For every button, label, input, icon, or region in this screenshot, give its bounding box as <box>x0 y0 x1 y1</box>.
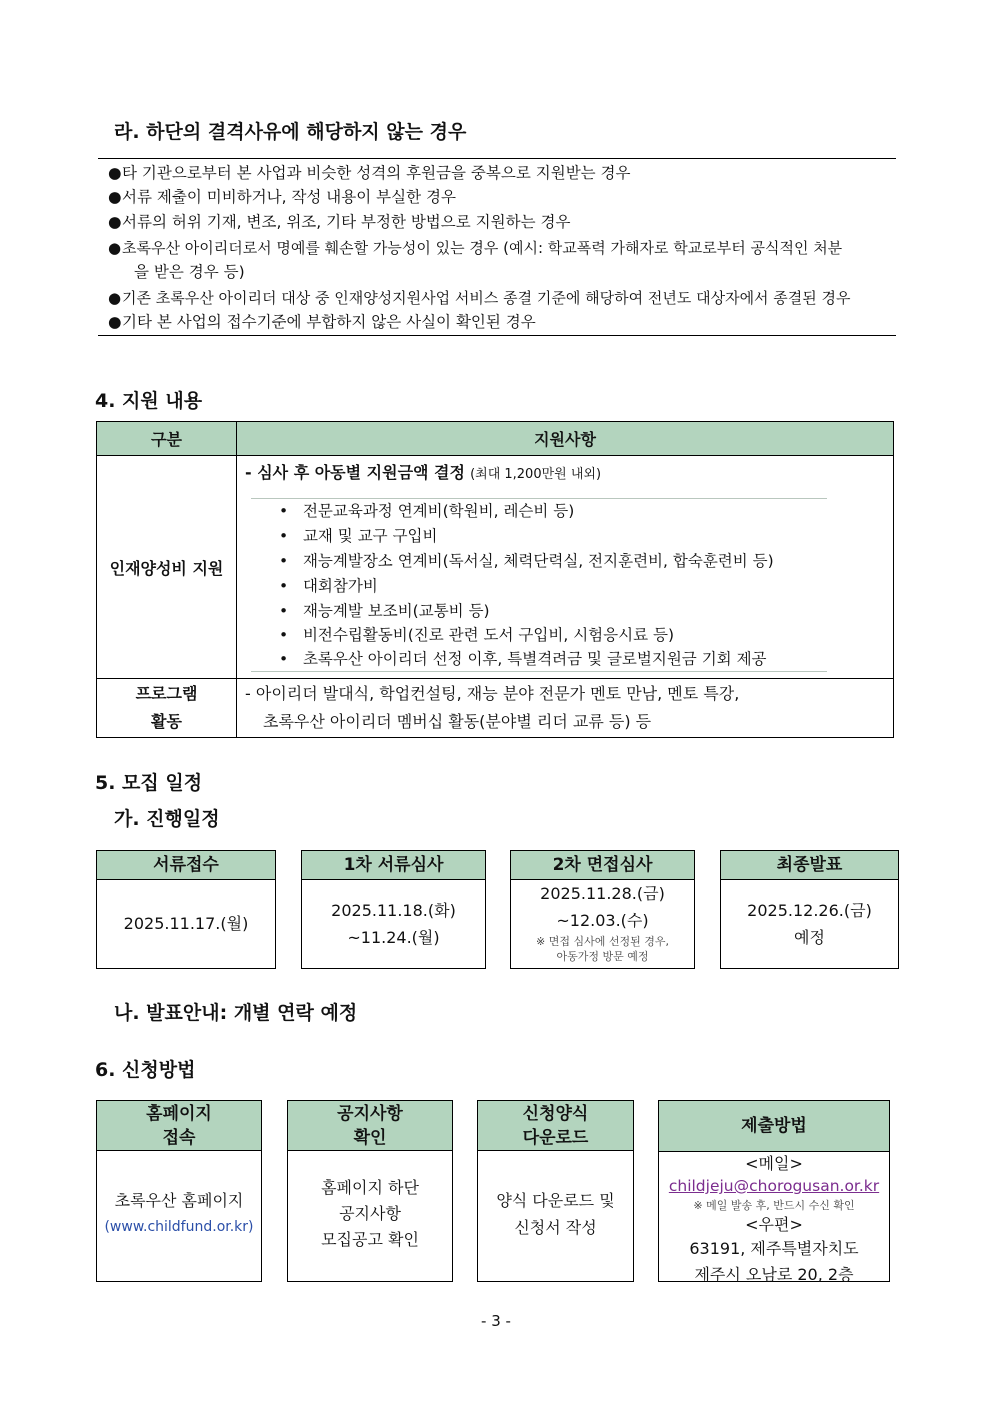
list-item-continued: 을 받은 경우 등) <box>134 263 245 281</box>
apply-step-4 <box>658 1100 890 1282</box>
step-date: 2025.11.18.(화) ~11.24.(월) <box>331 901 456 947</box>
step-body: <메일> childjeju@chorogusan.or.kr ※ 메일 발송 후, 반드시 수신 확인 <우편> 63191, 제주특별자치도 제주시 오남로 20, 2층 <box>659 1152 889 1288</box>
header-category: 구분 <box>97 422 237 456</box>
apply-step-1 <box>96 1100 262 1282</box>
section-ra-title: 라. 하단의 결격사유에 해당하지 않는 경우 <box>114 121 467 143</box>
list-item: • 재능계발장소 연계비(독서실, 체력단력실, 전지훈련비, 합숙훈련비 등) <box>279 552 774 570</box>
step-head: 홈페이지 접속 <box>97 1101 261 1151</box>
step-date: 2025.12.26.(금) 예정 <box>747 901 872 947</box>
disqualification-list <box>98 158 896 336</box>
step-date: 2025.11.17.(월) <box>123 914 249 933</box>
list-item: • 대회참가비 <box>279 577 378 595</box>
row1-detail <box>237 456 894 679</box>
step-body: 양식 다운로드 및 신청서 작성 <box>496 1191 615 1237</box>
section-5-title: 5. 모집 일정 <box>95 772 203 794</box>
step-body: 초록우산 홈페이지 (www.childfund.or.kr) <box>97 1151 261 1241</box>
list-item: ●기타 본 사업의 접수기준에 부합하지 않은 사실이 확인된 경우 <box>108 313 536 331</box>
list-item: ●서류 제출이 미비하거나, 작성 내용이 부실한 경우 <box>108 188 456 206</box>
row1-lead: - 심사 후 아동별 지원금액 결정 (최대 1,200만원 내외) <box>245 463 602 482</box>
list-item: ●기존 초록우산 아이리더 대상 중 인재양성지원사업 서비스 종결 기준에 해당하여 전년도 대상자에서 종결된 경우 <box>108 289 851 307</box>
section-4-title: 4. 지원 내용 <box>95 390 203 412</box>
support-table <box>96 421 894 738</box>
header-detail: 지원사항 <box>237 422 894 456</box>
section-6-title: 6. 신청방법 <box>95 1059 196 1081</box>
section-5-sub-a: 가. 진행일정 <box>114 808 220 830</box>
step-head: 1차 서류심사 <box>302 851 485 880</box>
step-note: ※ 면접 심사에 선정된 경우, <box>536 935 669 948</box>
section-5-sub-b: 나. 발표안내: 개별 연락 예정 <box>114 1002 358 1024</box>
step-head: 최종발표 <box>721 851 898 880</box>
schedule-step-4 <box>720 850 899 969</box>
apply-step-3 <box>477 1100 634 1282</box>
schedule-step-1 <box>96 850 276 969</box>
list-item: ●서류의 허위 기재, 변조, 위조, 기타 부정한 방법으로 지원하는 경우 <box>108 213 571 231</box>
homepage-link[interactable]: (www.childfund.or.kr) <box>104 1219 254 1235</box>
list-item: ●초록우산 아이리더로서 명예를 훼손할 가능성이 있는 경우 (예시: 학교폭력 가해자로 학교로부터 공식적인 처분 <box>108 239 843 257</box>
row1-category: 인재양성비 지원 <box>97 456 237 679</box>
list-item: • 재능계발 보조비(교통비 등) <box>279 602 490 620</box>
step-head: 신청양식 다운로드 <box>478 1101 633 1151</box>
apply-step-2 <box>287 1100 453 1282</box>
list-item: • 교재 및 교구 구입비 <box>279 527 438 545</box>
schedule-step-2 <box>301 850 486 969</box>
row2-category: 프로그램 활동 <box>97 679 237 738</box>
list-item: • 초록우산 아이리더 선정 이후, 특별격려금 및 글로벌지원금 기회 제공 <box>279 650 767 668</box>
list-item: • 비전수립활동비(진로 관련 도서 구입비, 시험응시료 등) <box>279 626 675 644</box>
email-link[interactable]: childjeju@chorogusan.or.kr <box>668 1177 880 1195</box>
step-head: 공지사항 확인 <box>288 1101 452 1151</box>
step-body: 홈페이지 하단 공지사항 모집공고 확인 <box>321 1178 419 1249</box>
list-item: ●타 기관으로부터 본 사업과 비슷한 성격의 후원금을 중복으로 지원받는 경우 <box>108 164 631 182</box>
step-date: 2025.11.28.(금) ~12.03.(수) ※ 면접 심사에 선정된 경우, 아동가정 방문 예정 <box>511 880 694 964</box>
step-head: 서류접수 <box>97 851 275 880</box>
page-number: - 3 - <box>481 1312 511 1330</box>
schedule-step-3 <box>510 850 695 969</box>
step-note: 아동가정 방문 예정 <box>556 950 649 963</box>
step-head: 제출방법 <box>659 1101 889 1152</box>
row2-detail: - 아이리더 발대식, 학업컨설팅, 재능 분야 전문가 멘토 만남, 멘토 특강, 초록우산 아이리더 멤버십 활동(분야별 리더 교류 등) 등 <box>237 679 894 738</box>
step-head: 2차 면접심사 <box>511 851 694 880</box>
mail-note: ※ 메일 발송 후, 반드시 수신 확인 <box>693 1199 855 1212</box>
row1-items-box <box>251 498 827 672</box>
list-item: • 전문교육과정 연계비(학원비, 레슨비 등) <box>279 502 575 520</box>
